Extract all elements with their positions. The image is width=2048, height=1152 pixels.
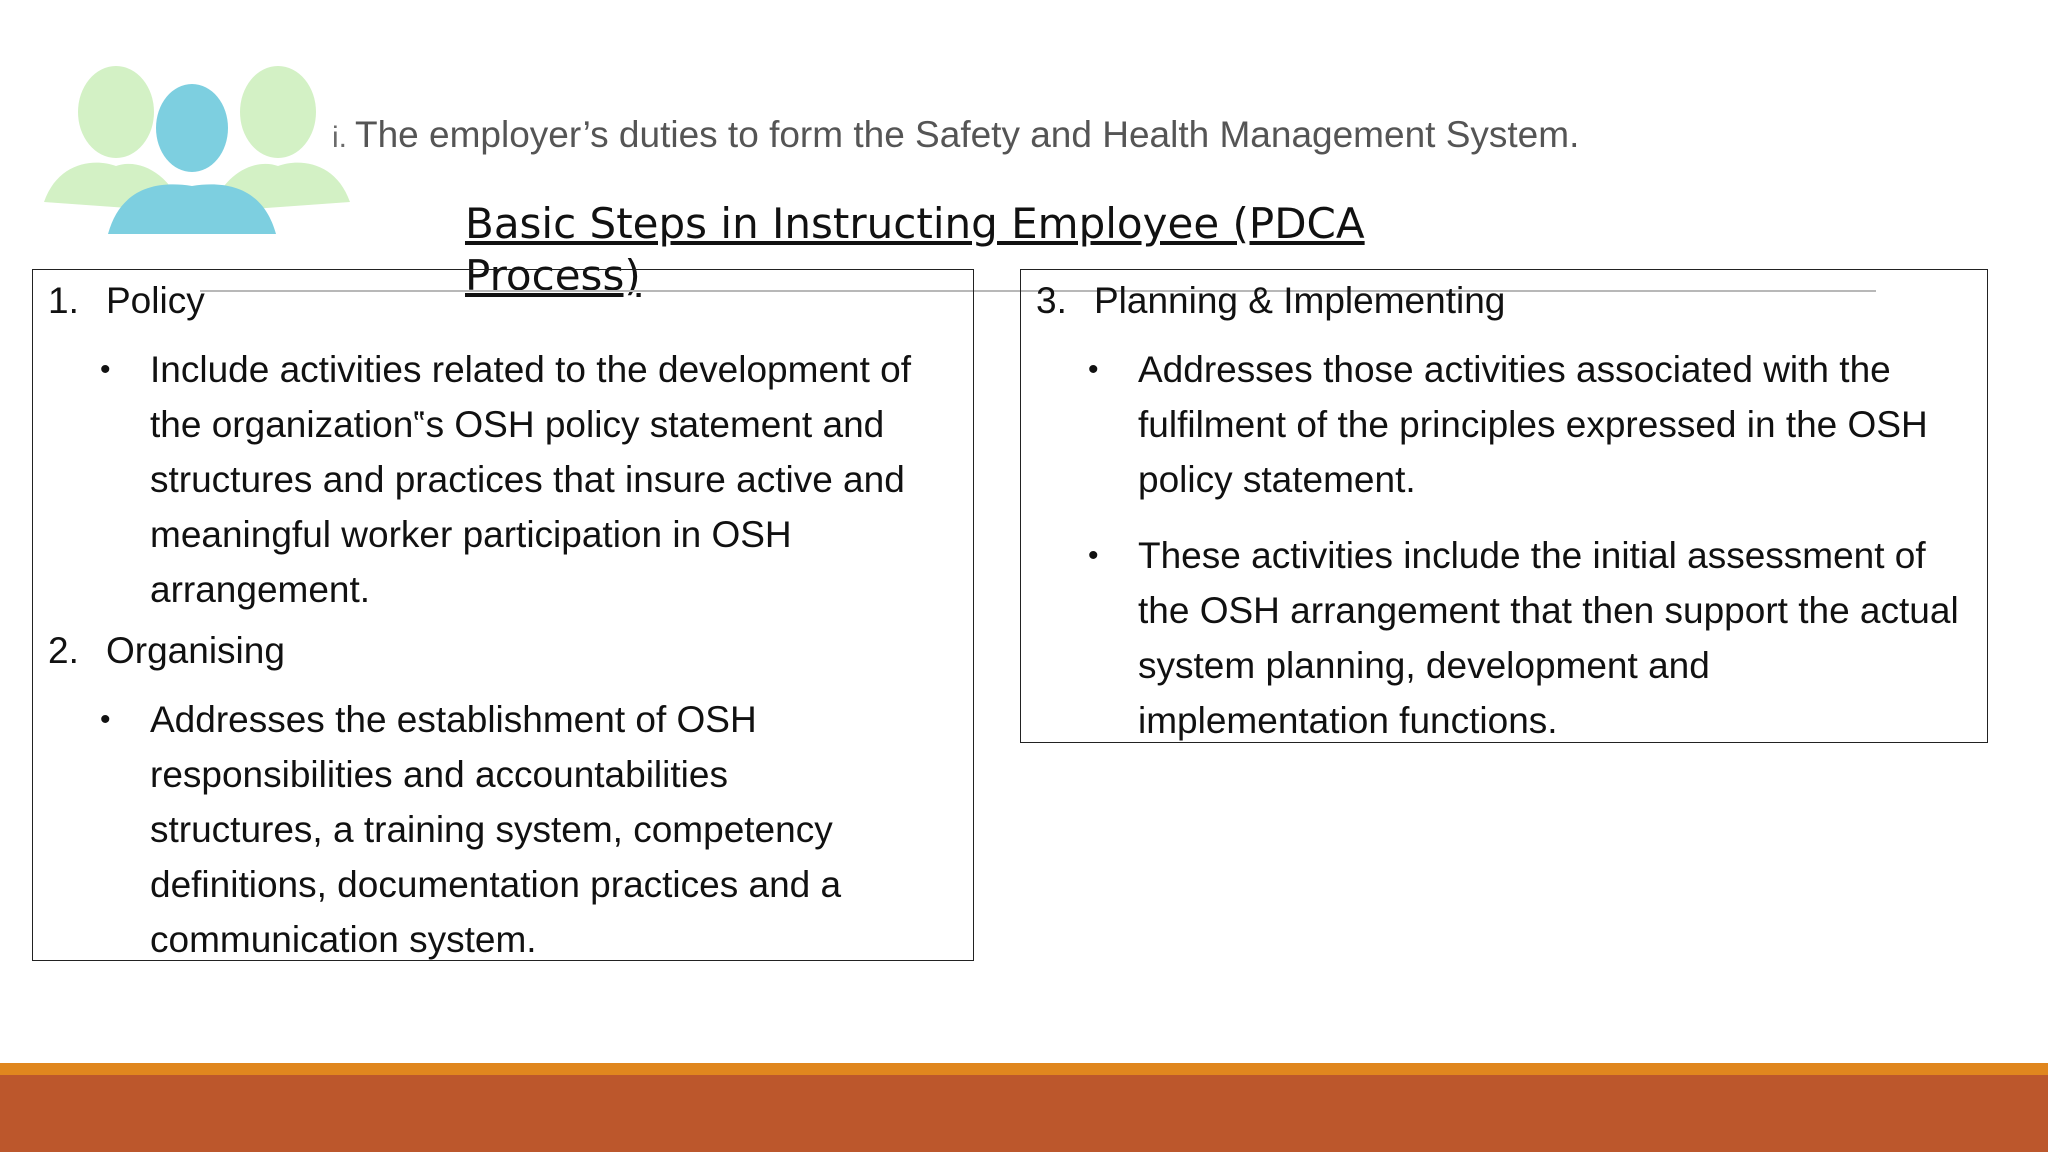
- slide-subtitle: Basic Steps in Instructing Employee (PDCA Process): [465, 199, 1365, 300]
- bullet-text: Include activities related to the development of the organization‟s OSH policy statement and structures and practices that insure active and meaningful worker participation in OSH arrangement.: [150, 349, 912, 610]
- bullet-text: Addresses the establishment of OSH responsibilities and accountabilities structures, a training system, competency definitions, documentation practices and a communication system.: [150, 699, 842, 960]
- bullet-icon: •: [100, 703, 111, 736]
- footer-band: [0, 1075, 2048, 1152]
- footer-accent-stripe: [0, 1063, 2048, 1075]
- step-title: Planning & Implementing: [1094, 280, 1506, 321]
- header-text: The employer’s duties to form the Safety and Health Management System.: [355, 114, 1580, 155]
- people-group-icon: [44, 62, 350, 240]
- bullet-item: [100, 692, 910, 967]
- step-heading-organising: [48, 630, 285, 672]
- step-heading-policy: [48, 280, 205, 322]
- step-title: Organising: [106, 630, 285, 671]
- bullet-text: Addresses those activities associated with the fulfilment of the principles expressed in the OSH policy statement.: [1138, 349, 1928, 500]
- step-number: 2.: [48, 630, 79, 671]
- header-prefix: i.: [332, 121, 347, 154]
- step-number: 3.: [1036, 280, 1067, 321]
- bullet-item: [1088, 528, 1968, 748]
- bullet-text: These activities include the initial assessment of the OSH arrangement that then support the actual system planning, development and implementation functions.: [1138, 535, 1959, 741]
- slide-header: [332, 114, 1832, 156]
- bullet-icon: •: [1088, 539, 1099, 572]
- step-heading-planning: [1036, 280, 1505, 322]
- bullet-icon: •: [100, 353, 111, 386]
- bullet-item: [1088, 342, 1958, 507]
- step-title: Policy: [106, 280, 205, 321]
- bullet-item: [100, 342, 960, 617]
- step-number: 1.: [48, 280, 79, 321]
- bullet-icon: •: [1088, 353, 1099, 386]
